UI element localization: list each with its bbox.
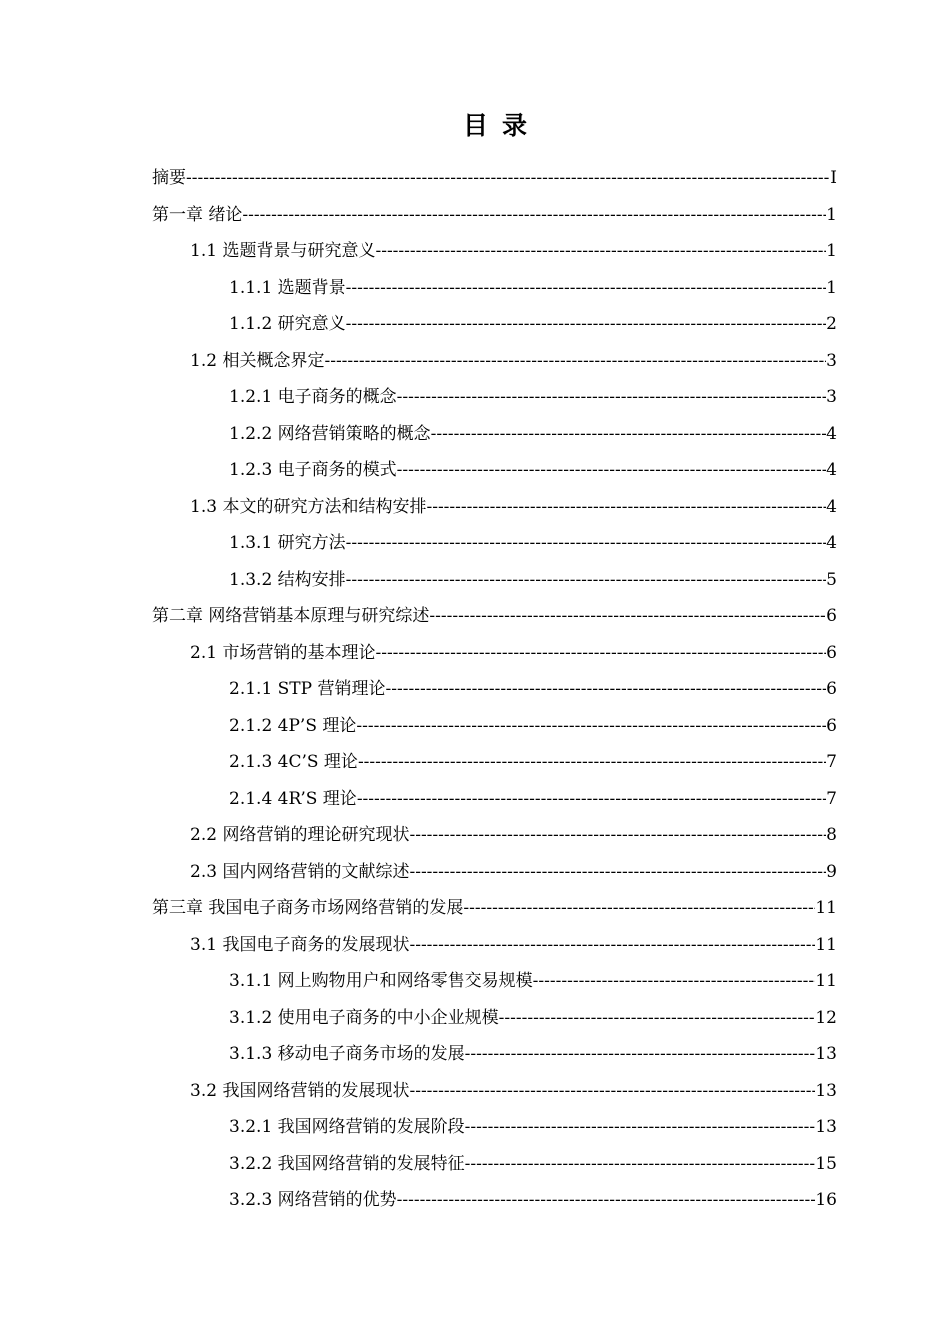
- dot-leader: [375, 233, 826, 269]
- toc-page-number: 11: [815, 898, 837, 918]
- toc-entry-label: 3.1 我国电子商务的发展现状: [190, 935, 410, 955]
- toc-entry-1-2[interactable]: [190, 343, 837, 379]
- dot-leader: [186, 160, 830, 196]
- toc-entry-label: 1.3.2 结构安排: [229, 570, 346, 590]
- toc-entry-3-2-3[interactable]: [229, 1182, 837, 1218]
- toc-page-number: 15: [815, 1154, 837, 1174]
- toc-page-number: 6: [826, 606, 837, 626]
- dot-leader: [346, 525, 827, 561]
- dot-leader: [409, 854, 826, 890]
- toc-page-number: 13: [815, 1044, 837, 1064]
- dot-leader: [386, 671, 827, 707]
- toc-entry-label: 3.2.3 网络营销的优势: [229, 1190, 397, 1210]
- toc-page-number: 3: [826, 387, 837, 407]
- toc-entry-1-1[interactable]: [190, 233, 837, 269]
- toc-entry-label: 2.1.3 4C’S 理论: [229, 752, 358, 772]
- toc-page-number: 8: [826, 825, 837, 845]
- dot-leader: [346, 306, 827, 342]
- toc-page-number: 6: [826, 643, 837, 663]
- dot-leader: [463, 890, 815, 926]
- toc-entry-label: 1.1.1 选题背景: [229, 278, 346, 298]
- toc-entry-1-1-1[interactable]: [229, 270, 837, 306]
- toc-entry-label: 第一章 绪论: [152, 205, 243, 225]
- toc-page-number: 6: [826, 716, 837, 736]
- dot-leader: [409, 817, 826, 853]
- toc-entry-1-2-3[interactable]: [229, 452, 837, 488]
- dot-leader: [465, 1109, 816, 1145]
- toc-page-number: 5: [826, 570, 837, 590]
- dot-leader: [429, 598, 826, 634]
- toc-page-number: 13: [815, 1081, 837, 1101]
- toc-page-number: 12: [815, 1008, 837, 1028]
- toc-entry-2-1[interactable]: [190, 635, 837, 671]
- toc-page-number: 1: [826, 278, 837, 298]
- toc-entry-label: 3.1.2 使用电子商务的中小企业规模: [229, 1008, 499, 1028]
- toc-entry-label: 1.1 选题背景与研究意义: [190, 241, 376, 261]
- toc-entry-3-1-3[interactable]: [229, 1036, 837, 1072]
- toc-entry-label: 3.1.3 移动电子商务市场的发展: [229, 1044, 465, 1064]
- toc-page-number: 6: [826, 679, 837, 699]
- dot-leader: [375, 635, 826, 671]
- toc-entry-3-2[interactable]: [190, 1073, 837, 1109]
- toc-entry-label: 3.2 我国网络营销的发展现状: [190, 1081, 410, 1101]
- dot-leader: [346, 270, 827, 306]
- toc-entry-label: 1.2 相关概念界定: [190, 351, 325, 371]
- toc-page-number: 4: [826, 497, 837, 517]
- toc-entry-label: 3.2.2 我国网络营销的发展特征: [229, 1154, 465, 1174]
- dot-leader: [465, 1036, 816, 1072]
- toc-entry-label: 1.2.3 电子商务的模式: [229, 460, 397, 480]
- toc-entry-label: 3.2.1 我国网络营销的发展阶段: [229, 1117, 465, 1137]
- toc-entry-2-1-1[interactable]: [229, 671, 837, 707]
- toc-entry-label: 1.3.1 研究方法: [229, 533, 346, 553]
- toc-page-number: 4: [826, 424, 837, 444]
- toc-page-number: 1: [826, 241, 837, 261]
- toc-page-number: I: [830, 168, 837, 188]
- dot-leader: [356, 708, 826, 744]
- toc-entry-2-1-4[interactable]: [229, 781, 837, 817]
- toc-entry-chapter-2[interactable]: [152, 598, 837, 634]
- dot-leader: [409, 927, 815, 963]
- toc-page-number: 1: [826, 205, 837, 225]
- toc-entry-label: 1.3 本文的研究方法和结构安排: [190, 497, 427, 517]
- toc-entry-chapter-1[interactable]: [152, 197, 837, 233]
- toc-page-number: 11: [815, 971, 837, 991]
- toc-entry-3-2-1[interactable]: [229, 1109, 837, 1145]
- dot-leader: [324, 343, 826, 379]
- toc-entry-label: 第三章 我国电子商务市场网络营销的发展: [152, 898, 464, 918]
- dot-leader: [499, 1000, 816, 1036]
- dot-leader: [465, 1146, 816, 1182]
- toc-entry-chapter-3[interactable]: [152, 890, 837, 926]
- toc-entry-label: 摘要: [152, 168, 186, 188]
- dot-leader: [397, 1182, 816, 1218]
- toc-entry-3-1-1[interactable]: [229, 963, 837, 999]
- toc-entry-3-1-2[interactable]: [229, 1000, 837, 1036]
- toc-entry-2-1-3[interactable]: [229, 744, 837, 780]
- toc-entry-2-2[interactable]: [190, 817, 837, 853]
- toc-entry-2-1-2[interactable]: [229, 708, 837, 744]
- toc-entry-label: 第二章 网络营销基本原理与研究综述: [152, 606, 430, 626]
- toc-page-number: 2: [826, 314, 837, 334]
- toc-entry-label: 3.1.1 网上购物用户和网络零售交易规模: [229, 971, 533, 991]
- dot-leader: [431, 416, 827, 452]
- toc-entry-label: 1.1.2 研究意义: [229, 314, 346, 334]
- toc-entry-3-2-2[interactable]: [229, 1146, 837, 1182]
- toc-page-number: 13: [815, 1117, 837, 1137]
- toc-entry-2-3[interactable]: [190, 854, 837, 890]
- toc-entry-1-2-1[interactable]: [229, 379, 837, 415]
- page-title: 目录: [462, 111, 541, 140]
- toc-entry-label: 2.1 市场营销的基本理论: [190, 643, 376, 663]
- dot-leader: [397, 452, 827, 488]
- dot-leader: [409, 1073, 815, 1109]
- toc-entry-3-1[interactable]: [190, 927, 837, 963]
- toc-entry-label: 2.3 国内网络营销的文献综述: [190, 862, 410, 882]
- toc-entry-1-3-2[interactable]: [229, 562, 837, 598]
- dot-leader: [242, 197, 826, 233]
- dot-leader: [533, 963, 816, 999]
- toc-page-number: 4: [826, 533, 837, 553]
- toc-entry-label: 2.2 网络营销的理论研究现状: [190, 825, 410, 845]
- toc-page-number: 4: [826, 460, 837, 480]
- dot-leader: [358, 744, 826, 780]
- toc-entry-abstract[interactable]: [152, 160, 837, 196]
- toc-page-number: 3: [826, 351, 837, 371]
- toc-entry-1-1-2[interactable]: [229, 306, 837, 342]
- dot-leader: [426, 489, 826, 525]
- toc-entry-label: 2.1.4 4R’S 理论: [229, 789, 357, 809]
- toc-entry-label: 2.1.2 4P’S 理论: [229, 716, 357, 736]
- toc-entry-label: 2.1.1 STP 营销理论: [229, 679, 386, 699]
- toc-page-number: 9: [826, 862, 837, 882]
- toc-entry-label: 1.2.2 网络营销策略的概念: [229, 424, 431, 444]
- toc-entry-1-2-2[interactable]: [229, 416, 837, 452]
- toc-page-number: 11: [815, 935, 837, 955]
- dot-leader: [357, 781, 826, 817]
- toc-page-number: 7: [826, 752, 837, 772]
- toc-entry-1-3-1[interactable]: [229, 525, 837, 561]
- toc-entry-label: 1.2.1 电子商务的概念: [229, 387, 397, 407]
- toc-page-number: 7: [826, 789, 837, 809]
- dot-leader: [397, 379, 827, 415]
- toc-page-number: 16: [815, 1190, 837, 1210]
- toc-entry-1-3[interactable]: [190, 489, 837, 525]
- dot-leader: [346, 562, 827, 598]
